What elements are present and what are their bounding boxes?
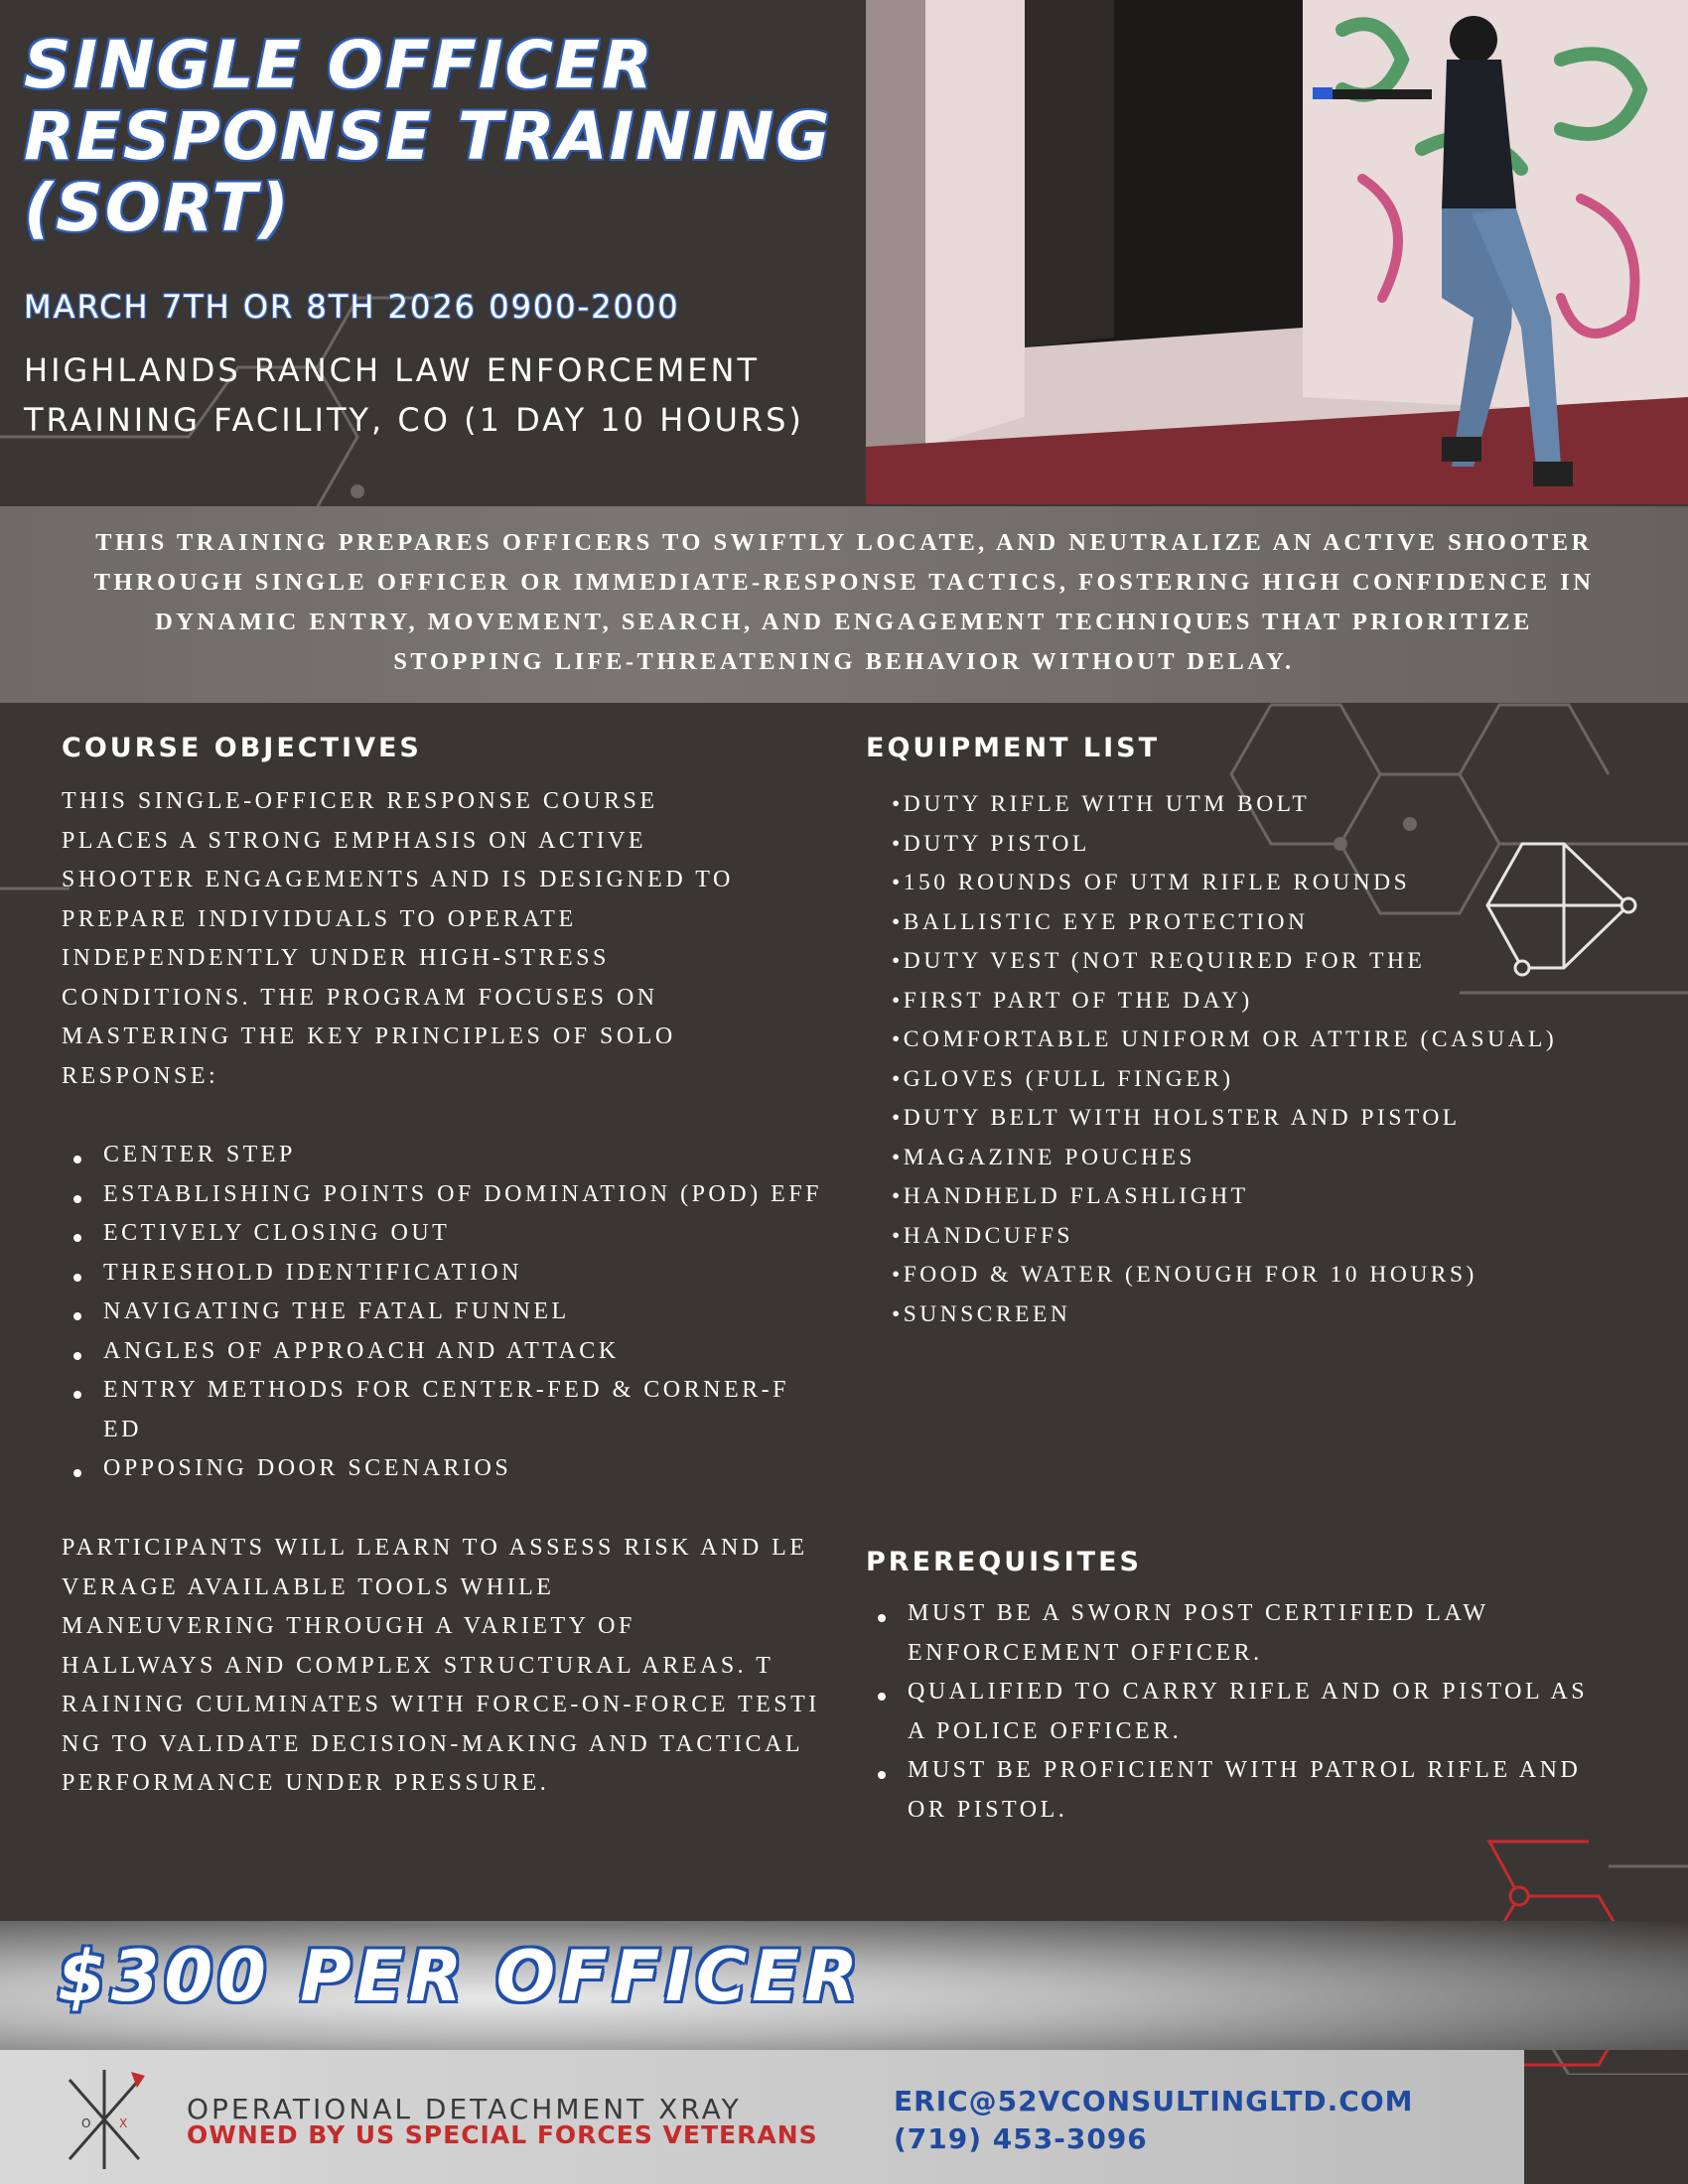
contact-email[interactable]: ERIC@52VCONSULTINGLTD.COM: [894, 2085, 1414, 2117]
prerequisites-list: [866, 1594, 1588, 1830]
location-line-2: TRAINING FACILITY, CO (1 DAY 10 HOURS): [24, 401, 804, 439]
title-line-2: RESPONSE TRAINING: [24, 98, 832, 175]
objective-item: OPPOSING DOOR SCENARIOS: [62, 1449, 822, 1489]
objectives-list: [62, 1136, 822, 1489]
equipment-item: •GLOVES (FULL FINGER): [892, 1065, 1234, 1092]
equipment-item: •DUTY BELT WITH HOLSTER AND PISTOL: [892, 1105, 1461, 1131]
logo-letter: X: [119, 2116, 128, 2130]
equipment-item: •FIRST PART OF THE DAY): [892, 987, 1253, 1014]
title-line-3: (SORT): [24, 170, 291, 246]
equipment-item: •COMFORTABLE UNIFORM OR ATTIRE (CASUAL): [892, 1026, 1558, 1052]
footer-corner: [1524, 2075, 1688, 2184]
prerequisites-heading: PREREQUISITES: [866, 1547, 1142, 1577]
objectives-heading: COURSE OBJECTIVES: [62, 733, 422, 763]
prerequisite-item: QUALIFIED TO CARRY RIFLE AND OR PISTOL AS: [866, 1673, 1588, 1712]
objectives-closing-line: PERFORMANCE UNDER PRESSURE.: [62, 1770, 550, 1796]
equipment-item: •HANDHELD FLASHLIGHT: [892, 1183, 1249, 1209]
summary-line: THIS TRAINING PREPARES OFFICERS TO SWIFTLY LOCATE, AND NEUTRALIZE AN ACTIVE SHOOTER: [95, 529, 1593, 556]
location-line-1: HIGHLANDS RANCH LAW ENFORCEMENT: [24, 351, 760, 389]
equipment-item: •BALLISTIC EYE PROTECTION: [892, 908, 1309, 935]
objective-item: ECTIVELY CLOSING OUT: [62, 1214, 822, 1254]
logo-letter: O: [81, 2116, 91, 2130]
objectives-closing: [62, 1529, 820, 1804]
objectives-closing-line: PARTICIPANTS WILL LEARN TO ASSESS RISK AND LE: [62, 1535, 808, 1561]
contact-phone[interactable]: (719) 453-3096: [894, 2122, 1148, 2155]
objectives-intro-line: INDEPENDENTLY UNDER HIGH-STRESS: [62, 945, 610, 971]
event-date: MARCH 7TH OR 8TH 2026 0900-2000: [24, 288, 680, 326]
objectives-intro-line: THIS SINGLE-OFFICER RESPONSE COURSE: [62, 788, 658, 814]
objective-item: ESTABLISHING POINTS OF DOMINATION (POD) EFF: [62, 1175, 822, 1215]
prerequisite-item: MUST BE PROFICIENT WITH PATROL RIFLE AND: [866, 1751, 1588, 1791]
objectives-intro-line: RESPONSE:: [62, 1062, 219, 1089]
objective-item: NAVIGATING THE FATAL FUNNEL: [62, 1293, 822, 1332]
equipment-list: [892, 785, 1557, 1334]
objectives-closing-line: HALLWAYS AND COMPLEX STRUCTURAL AREAS. T: [62, 1652, 774, 1679]
objective-item: THRESHOLD IDENTIFICATION: [62, 1254, 822, 1294]
equipment-item: •DUTY RIFLE WITH UTM BOLT: [892, 791, 1311, 817]
objectives-intro-line: PREPARE INDIVIDUALS TO OPERATE: [62, 905, 577, 932]
summary-text: [60, 523, 1628, 682]
prerequisite-item: MUST BE A SWORN POST CERTIFIED LAW: [866, 1594, 1588, 1634]
organization-name: OPERATIONAL DETACHMENT XRAY: [187, 2093, 742, 2125]
price-label: $300 PER OFFICER: [58, 1936, 863, 2017]
prerequisite-item-continued: ENFORCEMENT OFFICER.: [908, 1639, 1263, 1666]
equipment-item: •FOOD & WATER (ENOUGH FOR 10 HOURS): [892, 1262, 1477, 1288]
crossed-arrows-logo: [60, 2070, 149, 2169]
objectives-closing-line: VERAGE AVAILABLE TOOLS WHILE: [62, 1573, 555, 1600]
objectives-closing-line: MANEUVERING THROUGH A VARIETY OF: [62, 1613, 635, 1639]
prerequisite-item-continued: OR PISTOL.: [908, 1796, 1068, 1823]
objective-item: ENTRY METHODS FOR CENTER-FED & CORNER-F: [62, 1371, 822, 1411]
objectives-intro-line: PLACES A STRONG EMPHASIS ON ACTIVE: [62, 827, 647, 854]
equipment-item: •150 ROUNDS OF UTM RIFLE ROUNDS: [892, 870, 1411, 895]
equipment-heading: EQUIPMENT LIST: [866, 733, 1160, 763]
training-photo: [866, 0, 1688, 504]
objectives-intro-line: CONDITIONS. THE PROGRAM FOCUSES ON: [62, 984, 658, 1011]
objectives-intro-line: MASTERING THE KEY PRINCIPLES OF SOLO: [62, 1024, 676, 1049]
equipment-item: •HANDCUFFS: [892, 1222, 1073, 1249]
equipment-item: •DUTY VEST (NOT REQUIRED FOR THE: [892, 948, 1426, 974]
summary-line: DYNAMIC ENTRY, MOVEMENT, SEARCH, AND ENGAGEMENT TECHNIQUES THAT PRIORITIZE: [155, 609, 1533, 635]
objectives-intro: [62, 782, 734, 1096]
objective-item: CENTER STEP: [62, 1136, 822, 1175]
objective-item-continued: ED: [103, 1416, 142, 1442]
objectives-closing-line: NG TO VALIDATE DECISION-MAKING AND TACTICAL: [62, 1730, 804, 1757]
equipment-item: •MAGAZINE POUCHES: [892, 1144, 1196, 1170]
equipment-item: •DUTY PISTOL: [892, 830, 1090, 857]
organization-tagline: OWNED BY US SPECIAL FORCES VETERANS: [187, 2120, 818, 2149]
objectives-intro-line: SHOOTER ENGAGEMENTS AND IS DESIGNED TO: [62, 867, 734, 892]
objectives-closing-line: RAINING CULMINATES WITH FORCE-ON-FORCE TESTI: [62, 1692, 820, 1717]
objective-item: ANGLES OF APPROACH AND ATTACK: [62, 1332, 822, 1372]
prerequisite-item-continued: A POLICE OFFICER.: [908, 1717, 1183, 1744]
summary-line: STOPPING LIFE-THREATENING BEHAVIOR WITHOUT DELAY.: [393, 648, 1295, 675]
event-location: [24, 345, 868, 445]
summary-line: THROUGH SINGLE OFFICER OR IMMEDIATE-RESPONSE TACTICS, FOSTERING HIGH CONFIDENCE IN: [93, 569, 1595, 596]
equipment-item: •SUNSCREEN: [892, 1300, 1071, 1327]
title-line-1: SINGLE OFFICER: [24, 27, 654, 103]
event-title: [24, 27, 858, 246]
